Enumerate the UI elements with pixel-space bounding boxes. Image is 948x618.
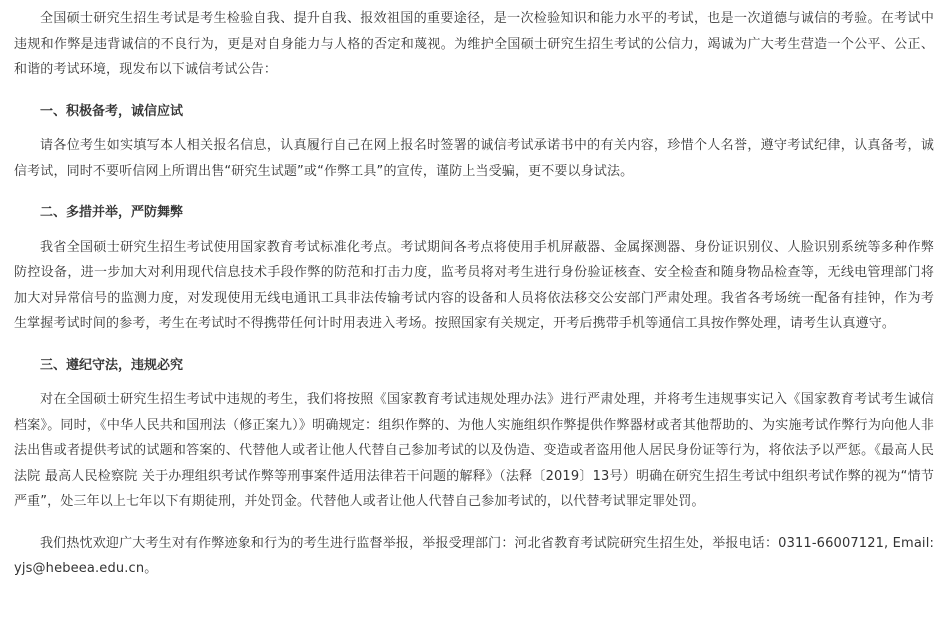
section-2-heading: 二、多措并举，严防舞弊 <box>40 205 184 220</box>
intro-paragraph: 全国硕士研究生招生考试是考生检验自我、提升自我、报效祖国的重要途径，是一次检验知识和能力水平的考试，也是一次道德与诚信的考验。在考试中违规和作弊是违背诚信的不良行为，更是对自身能力与人格的否定和蔑视。为维护全国硕士研究生招生考试的公信力，竭诚为广大考生营造一个公平、公正、和谐的考试环境，现发布以下诚信考试公告： <box>14 11 934 77</box>
section-3-heading: 三、遵纪守法，违规必究 <box>40 357 184 373</box>
contact-email: yjs@hebeea.edu.cn <box>14 561 145 576</box>
closing-end: 。 <box>144 561 158 576</box>
section-3-body: 对在全国硕士研究生招生考试中违规的考生，我们将按照《国家教育考试违规处理办法》进行严肃处理，并将考生违规事实记入《国家教育考试考生诚信档案》。同时，《中华人民共和国刑法（修正案九）》明确规定：组织作弊的、为他人实施组织作弊提供作弊器材或者其他帮助的、为实施考试作弊行为向他人非法出售或者提供考试的试题和答案的、代替他人或者让他人代替自己参加考试的以及伪造、变造或者盗用他人居民身份证等行为，将依法予以严惩。《最高人民法院 最高人民检察院 关于办理组织考试作弊等刑事案件适用法律若干问题的解释》（法释〔2019〕13号）明确在研究生招生考试中组织考试作弊的视为“情节严重”，处三年以上七年以下有期徒刑，并处罚金。代替他人或者让他人代替自己参加考试的，以代替考试罪定罪处罚。 <box>14 392 934 509</box>
section-1-heading: 一、积极备考，诚信应试 <box>40 103 184 119</box>
section-1-body: 请各位考生如实填写本人相关报名信息，认真履行自己在网上报名时签署的诚信考试承诺书中的有关内容，珍惜个人名誉，遵守考试纪律，认真备考，诚信考试，同时不要听信网上所谓出售“研究生试题”或“作弊工具”的宣传，谨防上当受骗，更不要以身试法。 <box>14 138 934 179</box>
section-2-body: 我省全国硕士研究生招生考试使用国家教育考试标准化考点。考试期间各考点将使用手机屏蔽器、金属探测器、身份证识别仪、人脸识别系统等多种作弊防控设备，进一步加大对利用现代信息技术手段作弊的防范和打击力度，监考员将对考生进行身份验证核查、安全检查和随身物品检查等，无线电管理部门将加大对异常信号的监测力度，对发现使用无线电通讯工具非法传输考试内容的设备和人员将依法移交公安部门严肃处理。我省各考场统一配备有挂钟，作为考生掌握考试时间的参考，考生在考试时不得携带任何计时用表进入考场。按照国家有关规定，开考后携带手机等通信工具按作弊处理，请考生认真遵守。 <box>14 239 934 331</box>
closing-paragraph <box>14 531 934 582</box>
closing-text: 我们热忱欢迎广大考生对有作弊迹象和行为的考生进行监督举报，举报受理部门：河北省教育考试院研究生招生处，举报电话：0311-66007121, Email: <box>40 535 934 551</box>
